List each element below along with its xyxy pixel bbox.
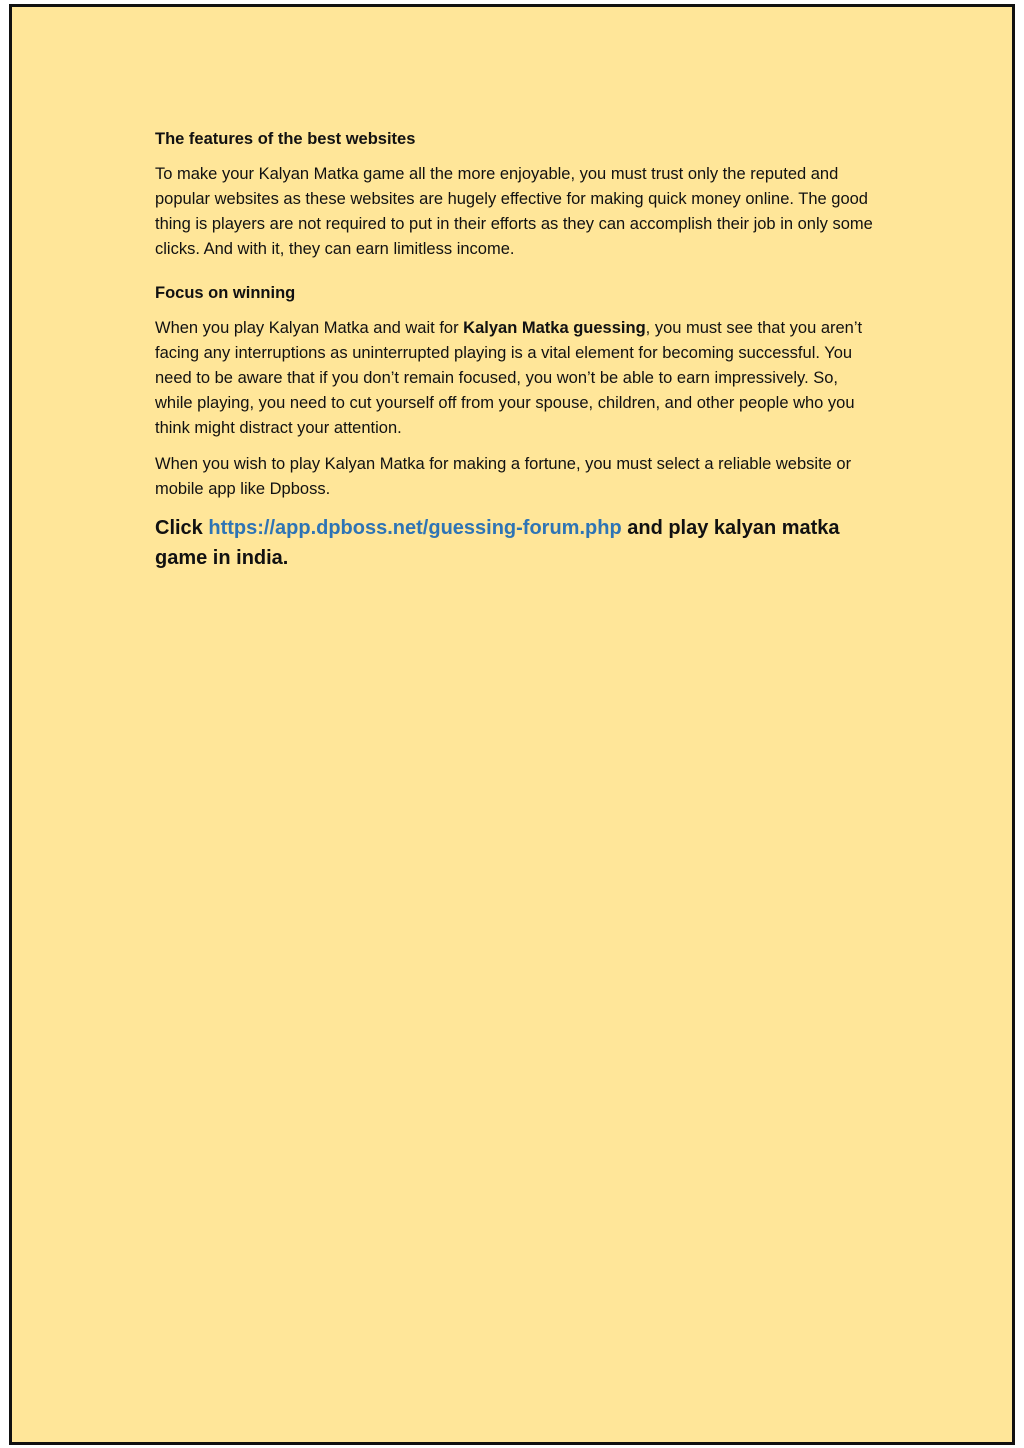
paragraph-focus-text-start: When you play Kalyan Matka and wait for [155,319,464,337]
paragraph-focus [155,316,875,441]
cta-suffix: and play kalyan matka game in india. [155,517,840,569]
guessing-forum-link[interactable]: https://app.dpboss.net/guessing-forum.php [208,517,622,539]
call-to-action [155,513,875,573]
document-content [155,128,875,573]
document-page [9,4,1015,1445]
paragraph-reliable-website: When you wish to play Kalyan Matka for making a fortune, you must select a reliable website or mobile app like Dpboss. [155,455,852,498]
kalyan-matka-guessing-bold: Kalyan Matka guessing [463,319,646,337]
section-heading-focus: Focus on winning [155,284,296,302]
section-heading-features: The features of the best websites [155,130,416,148]
paragraph-focus-text-end: , you must see that you aren’t facing any interruptions as uninterrupted playing is a vital element for becoming successful. You need to be aware that if you don’t remain focused, you won’t be able to earn impressively. So, while playing, you need to cut yourself off from your spouse, children, and other people who you think might distract your attention. [155,319,863,437]
cta-prefix: Click [155,517,209,539]
paragraph-features: To make your Kalyan Matka game all the more enjoyable, you must trust only the reputed and popular websites as these websites are hugely effective for making quick money online. The good thing is players are not required to put in their efforts as they can accomplish their job in only some clicks. And with it, they can earn limitless income. [155,165,873,258]
